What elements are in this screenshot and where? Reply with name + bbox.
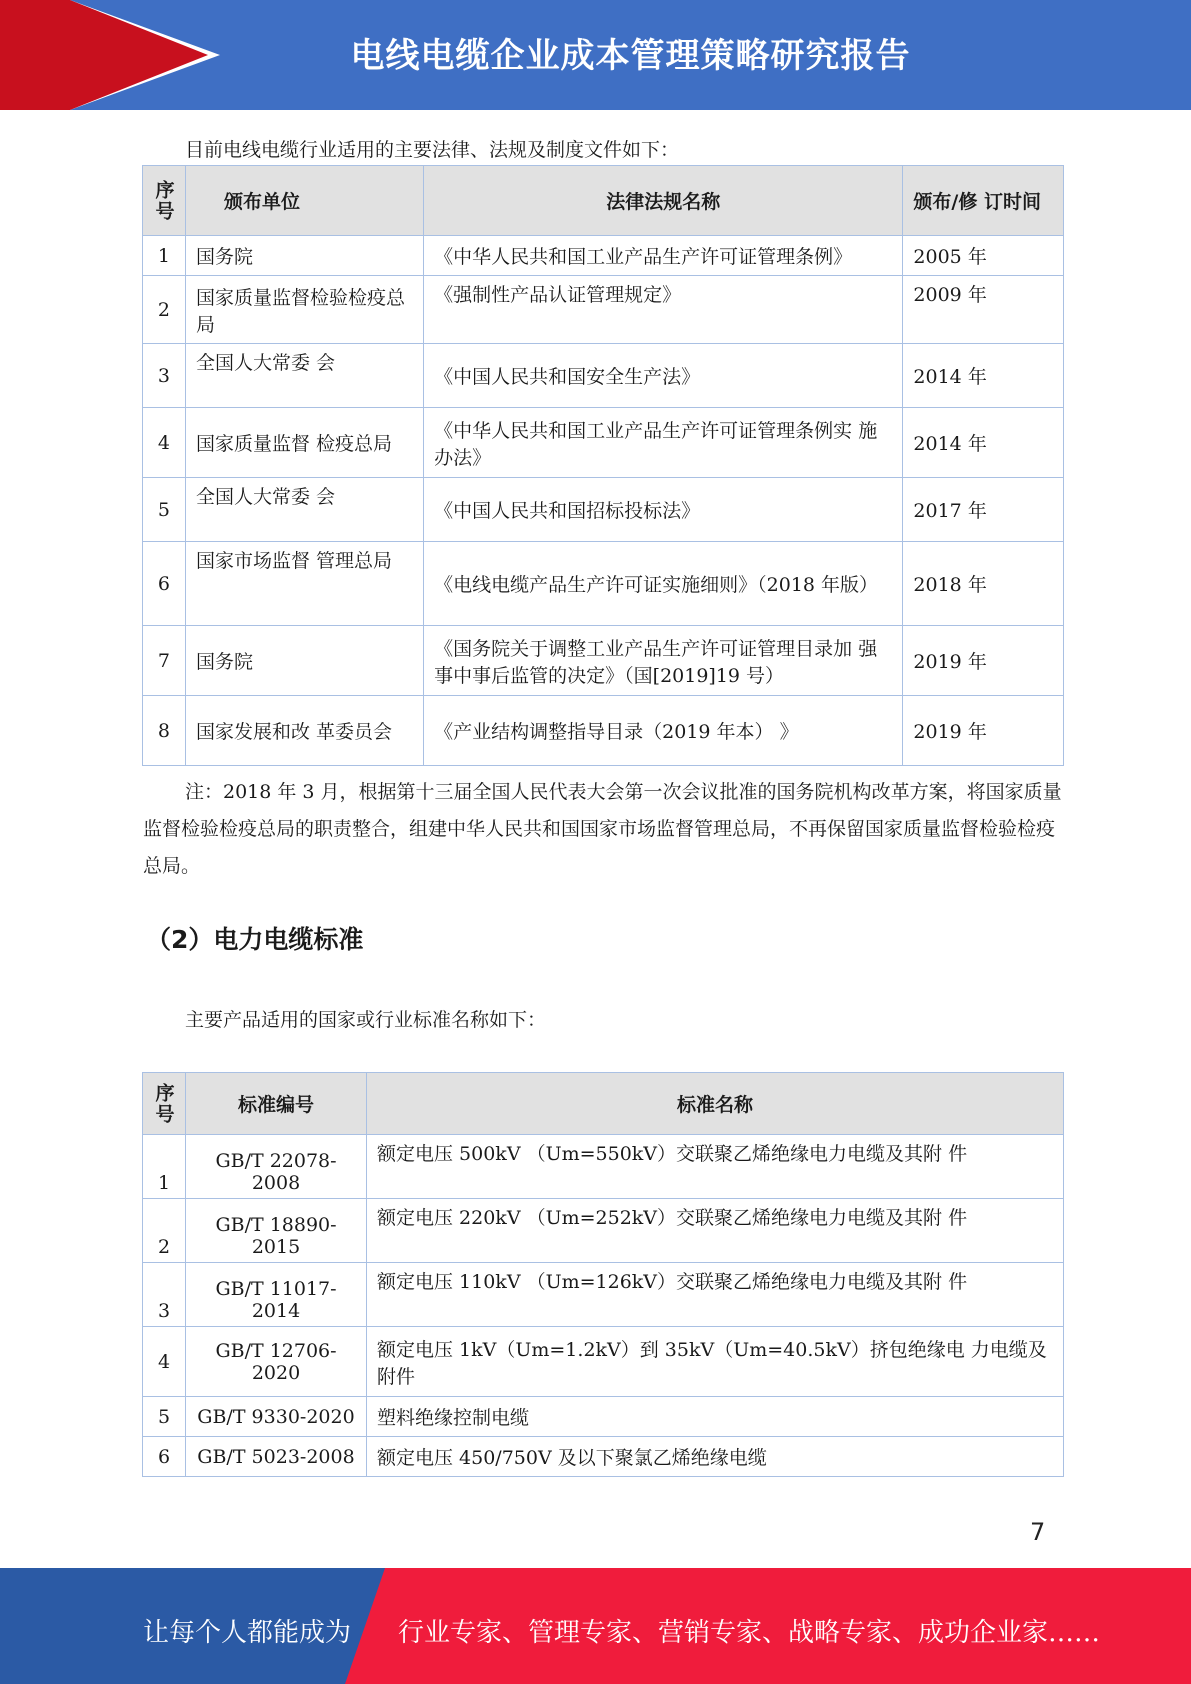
row-date: 2018 年: [903, 542, 1064, 626]
table-row: [143, 1327, 1064, 1397]
row-law-name: 《国务院关于调整工业产品生产许可证管理目录加 强事中事后监管的决定》（国[2019]19 号）: [424, 626, 903, 696]
row-date: 2019 年: [903, 696, 1064, 766]
table-row: [143, 408, 1064, 478]
row-std-name: 塑料绝缘控制电缆: [367, 1397, 1064, 1437]
row-date: 2005 年: [903, 236, 1064, 276]
row-law-name: 《强制性产品认证管理规定》: [424, 276, 903, 344]
col-header-std-code: 标准编号: [186, 1073, 367, 1135]
table-row: [143, 344, 1064, 408]
row-index: 4: [143, 408, 186, 478]
section-title: （2）电力电缆标准: [146, 925, 364, 954]
law-table-header: [143, 166, 1064, 236]
col-header-law-name: 法律法规名称: [424, 166, 903, 236]
row-index: 6: [143, 542, 186, 626]
header-red-arrow: [70, 0, 208, 110]
page-header: [0, 0, 1191, 110]
row-date: 2014 年: [903, 408, 1064, 478]
row-index: 3: [143, 1263, 186, 1327]
row-date: 2019 年: [903, 626, 1064, 696]
row-std-name: 额定电压 1kV（Um=1.2kV）到 35kV（Um=40.5kV）挤包绝缘电 力电缆及附件: [367, 1327, 1064, 1397]
intro-paragraph: 目前电线电缆行业适用的主要法律、法规及制度文件如下：: [185, 139, 680, 161]
table-row: [143, 626, 1064, 696]
row-issuer: 全国人大常委 会: [185, 344, 423, 408]
row-date: 2017 年: [903, 478, 1064, 542]
table-row: [143, 1135, 1064, 1199]
row-index: 8: [143, 696, 186, 766]
row-std-name: 额定电压 220kV （Um=252kV）交联聚乙烯绝缘电力电缆及其附 件: [367, 1199, 1064, 1263]
row-law-name: 《中华人民共和国工业产品生产许可证管理条例实 施办法》: [424, 408, 903, 478]
col-header-issuer: 颁布单位: [185, 166, 423, 236]
row-index: 5: [143, 1397, 186, 1437]
row-index: 2: [143, 1199, 186, 1263]
row-law-name: 《中华人民共和国工业产品生产许可证管理条例》: [424, 236, 903, 276]
row-issuer: 国家质量监督检验检疫总局: [185, 276, 423, 344]
table-row: [143, 1437, 1064, 1477]
row-std-code: GB/T 22078-2008: [186, 1135, 367, 1199]
note-paragraph: 注：2018 年 3 月，根据第十三届全国人民代表大会第一次会议批准的国务院机构改革方案，将国家质量监督检验检疫总局的职责整合，组建中华人民共和国国家市场监督管理总局，不再保留国家质量监督检验检疫总局。: [143, 781, 1062, 877]
row-law-name: 《中国人民共和国安全生产法》: [424, 344, 903, 408]
table-row: [143, 276, 1064, 344]
row-issuer: 国务院: [185, 626, 423, 696]
table-row: [143, 1397, 1064, 1437]
table-row: [143, 696, 1064, 766]
row-std-code: GB/T 11017-2014: [186, 1263, 367, 1327]
standards-table-header: [143, 1073, 1064, 1135]
row-index: 1: [143, 1135, 186, 1199]
row-index: 5: [143, 478, 186, 542]
row-std-code: GB/T 9330-2020: [186, 1397, 367, 1437]
row-index: 1: [143, 236, 186, 276]
row-std-code: GB/T 12706-2020: [186, 1327, 367, 1397]
row-index: 3: [143, 344, 186, 408]
table-row: [143, 236, 1064, 276]
row-std-code: GB/T 18890-2015: [186, 1199, 367, 1263]
standards-table: [142, 1072, 1064, 1477]
header-red-block: [0, 0, 70, 110]
standards-intro: 主要产品适用的国家或行业标准名称如下：: [185, 1009, 547, 1031]
row-index: 2: [143, 276, 186, 344]
row-law-name: 《中国人民共和国招标投标法》: [424, 478, 903, 542]
row-date: 2009 年: [903, 276, 1064, 344]
page-number: 7: [1030, 1518, 1046, 1546]
row-std-name: 额定电压 500kV （Um=550kV）交联聚乙烯绝缘电力电缆及其附 件: [367, 1135, 1064, 1199]
row-issuer: 国家市场监督 管理总局: [185, 542, 423, 626]
law-table: [142, 165, 1064, 766]
row-issuer: 国务院: [185, 236, 423, 276]
row-index: 7: [143, 626, 186, 696]
col-header-std-name: 标准名称: [367, 1073, 1064, 1135]
col-header-date: 颁布/修 订时间: [903, 166, 1064, 236]
row-std-name: 额定电压 110kV （Um=126kV）交联聚乙烯绝缘电力电缆及其附 件: [367, 1263, 1064, 1327]
row-index: 6: [143, 1437, 186, 1477]
row-issuer: 国家质量监督 检疫总局: [185, 408, 423, 478]
row-law-name: 《电线电缆产品生产许可证实施细则》（2018 年版）: [424, 542, 903, 626]
footer-slogan-right: 行业专家、管理专家、营销专家、战略专家、成功企业家……: [398, 1618, 1101, 1648]
row-index: 4: [143, 1327, 186, 1397]
report-title: 电线电缆企业成本管理策略研究报告: [350, 36, 911, 76]
row-std-code: GB/T 5023-2008: [186, 1437, 367, 1477]
row-issuer: 全国人大常委 会: [185, 478, 423, 542]
table-row: [143, 1263, 1064, 1327]
row-std-name: 额定电压 450/750V 及以下聚氯乙烯绝缘电缆: [367, 1437, 1064, 1477]
page-footer: [0, 1568, 1191, 1684]
col-header-index: 序号: [143, 166, 186, 236]
table-row: [143, 1199, 1064, 1263]
col-header-index: 序号: [143, 1073, 186, 1135]
footer-slogan-left: 让每个人都能成为: [143, 1618, 352, 1648]
table-row: [143, 542, 1064, 626]
table-row: [143, 478, 1064, 542]
row-law-name: 《产业结构调整指导目录（2019 年本） 》: [424, 696, 903, 766]
row-issuer: 国家发展和改 革委员会: [185, 696, 423, 766]
row-date: 2014 年: [903, 344, 1064, 408]
